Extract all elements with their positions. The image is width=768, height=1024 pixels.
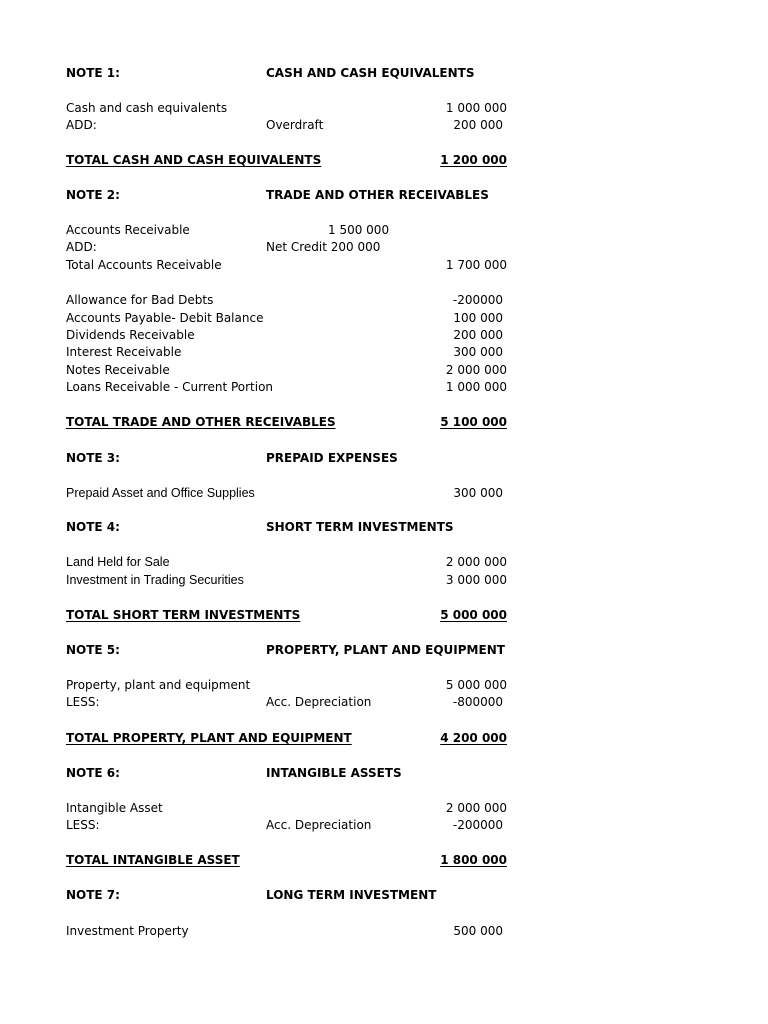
row-label: Investment in Trading Securities xyxy=(66,573,244,587)
table-row xyxy=(0,257,768,274)
row-label: Accounts Payable- Debit Balance xyxy=(66,311,264,325)
table-row xyxy=(0,362,768,379)
row-label: Investment Property xyxy=(66,924,189,938)
table-row xyxy=(0,572,768,589)
note-6-heading xyxy=(0,765,768,782)
note-label: NOTE 2: xyxy=(66,188,120,202)
row-amount: 500 000 xyxy=(453,924,503,938)
row-amount: 300 000 xyxy=(453,345,503,359)
row-label: Cash and cash equivalents xyxy=(66,101,228,115)
table-row xyxy=(0,292,768,309)
row-amount: 2 000 000 xyxy=(445,555,507,569)
row-amount: 200 000 xyxy=(453,118,503,132)
total-label: TOTAL PROPERTY, PLANT AND EQUIPMENT xyxy=(66,731,352,745)
row-amount: -800000 xyxy=(452,695,503,709)
row-mid: Net Credit 200 000 xyxy=(266,240,381,254)
table-row xyxy=(0,485,768,502)
total-label: TOTAL SHORT TERM INVESTMENTS xyxy=(66,608,301,622)
note-label: NOTE 3: xyxy=(66,451,120,465)
total-row xyxy=(0,152,768,169)
note-title: SHORT TERM INVESTMENTS xyxy=(266,520,454,534)
row-label: ADD: xyxy=(66,118,97,132)
note-1-heading xyxy=(0,65,768,82)
note-label: NOTE 1: xyxy=(66,66,120,80)
row-label: LESS: xyxy=(66,818,100,832)
total-amount: 5 100 000 xyxy=(440,415,507,429)
note-5-heading xyxy=(0,642,768,659)
table-row xyxy=(0,222,768,239)
row-label: Interest Receivable xyxy=(66,345,182,359)
total-label: TOTAL TRADE AND OTHER RECEIVABLES xyxy=(66,415,336,429)
row-amount: -200000 xyxy=(452,293,503,307)
row-label: Prepaid Asset and Office Supplies xyxy=(66,486,255,500)
row-label: LESS: xyxy=(66,695,100,709)
note-7-heading xyxy=(0,887,768,904)
total-label: TOTAL CASH AND CASH EQUIVALENTS xyxy=(66,153,322,167)
row-amount: 1 700 000 xyxy=(445,258,507,272)
total-row xyxy=(0,414,768,431)
row-label: Notes Receivable xyxy=(66,363,170,377)
row-amount: 1 000 000 xyxy=(445,380,507,394)
note-title: TRADE AND OTHER RECEIVABLES xyxy=(266,188,489,202)
row-label: Allowance for Bad Debts xyxy=(66,293,214,307)
note-3-heading xyxy=(0,450,768,467)
note-2-heading xyxy=(0,187,768,204)
total-amount: 1 200 000 xyxy=(440,153,507,167)
row-label: Accounts Receivable xyxy=(66,223,190,237)
table-row xyxy=(0,117,768,134)
table-row xyxy=(0,694,768,711)
total-amount: 4 200 000 xyxy=(440,731,507,745)
note-label: NOTE 4: xyxy=(66,520,120,534)
table-row xyxy=(0,554,768,571)
total-row xyxy=(0,607,768,624)
note-title: INTANGIBLE ASSETS xyxy=(266,766,402,780)
note-title: PREPAID EXPENSES xyxy=(266,451,398,465)
total-row xyxy=(0,852,768,869)
row-amount: 5 000 000 xyxy=(445,678,507,692)
table-row xyxy=(0,344,768,361)
note-label: NOTE 6: xyxy=(66,766,120,780)
table-row xyxy=(0,817,768,834)
row-amount: 1 500 000 xyxy=(328,223,390,237)
row-amount: 1 000 000 xyxy=(445,101,507,115)
row-amount: 200 000 xyxy=(453,328,503,342)
note-label: NOTE 7: xyxy=(66,888,120,902)
table-row xyxy=(0,379,768,396)
note-title: LONG TERM INVESTMENT xyxy=(266,888,437,902)
note-label: NOTE 5: xyxy=(66,643,120,657)
total-amount: 5 000 000 xyxy=(440,608,507,622)
note-4-heading xyxy=(0,519,768,536)
row-amount: 3 000 000 xyxy=(445,573,507,587)
row-mid: Acc. Depreciation xyxy=(266,695,372,709)
row-label: Intangible Asset xyxy=(66,801,163,815)
row-mid: Overdraft xyxy=(266,118,324,132)
row-amount: 300 000 xyxy=(453,486,503,500)
row-label: ADD: xyxy=(66,240,97,254)
note-title: PROPERTY, PLANT AND EQUIPMENT xyxy=(266,643,505,657)
note-title: CASH AND CASH EQUIVALENTS xyxy=(266,66,475,80)
row-amount: -200000 xyxy=(452,818,503,832)
table-row xyxy=(0,677,768,694)
table-row xyxy=(0,239,768,256)
table-row xyxy=(0,100,768,117)
row-amount: 100 000 xyxy=(453,311,503,325)
table-row xyxy=(0,923,768,940)
row-label: Dividends Receivable xyxy=(66,328,195,342)
row-label: Property, plant and equipment xyxy=(66,678,251,692)
table-row xyxy=(0,800,768,817)
total-amount: 1 800 000 xyxy=(440,853,507,867)
total-label: TOTAL INTANGIBLE ASSET xyxy=(66,853,240,867)
table-row xyxy=(0,327,768,344)
row-label: Land Held for Sale xyxy=(66,555,170,569)
row-label: Total Accounts Receivable xyxy=(66,258,222,272)
table-row xyxy=(0,310,768,327)
row-amount: 2 000 000 xyxy=(445,801,507,815)
row-mid: Acc. Depreciation xyxy=(266,818,372,832)
total-row xyxy=(0,730,768,747)
row-amount: 2 000 000 xyxy=(445,363,507,377)
row-label: Loans Receivable - Current Portion xyxy=(66,380,274,394)
